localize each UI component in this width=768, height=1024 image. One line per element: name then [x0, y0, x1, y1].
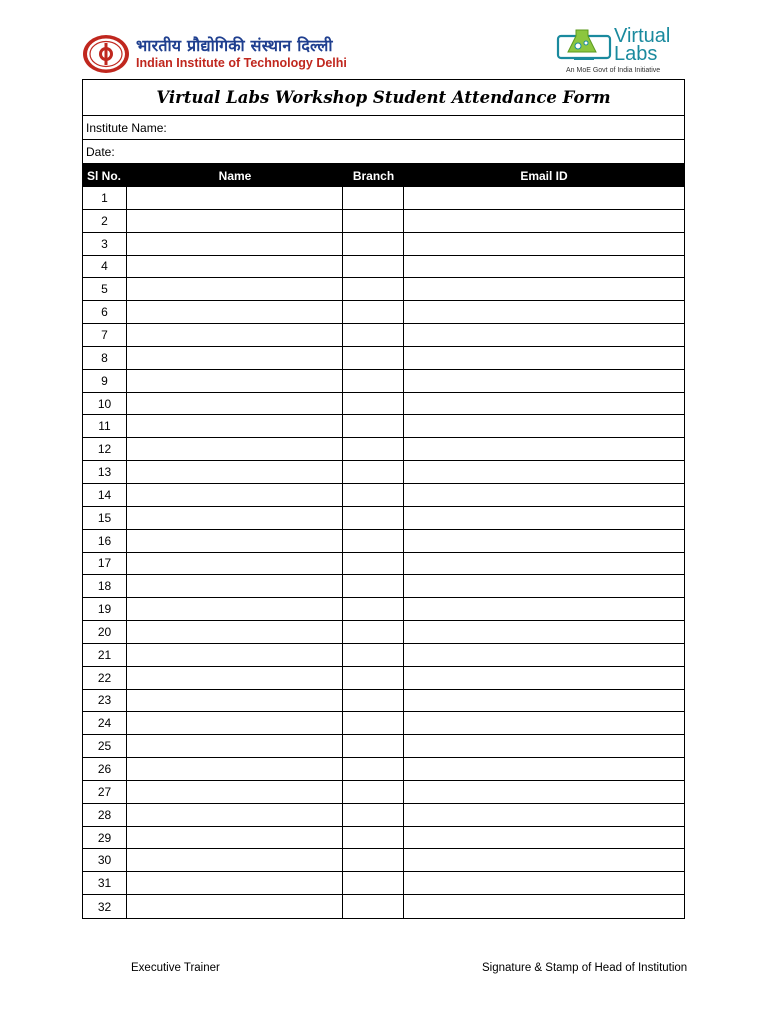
- branch-cell[interactable]: [343, 804, 404, 826]
- branch-cell[interactable]: [343, 370, 404, 392]
- row-number: 28: [83, 804, 127, 826]
- institute-name-label: Institute Name:: [86, 120, 167, 135]
- email-cell[interactable]: [404, 872, 684, 894]
- row-number: 23: [83, 690, 127, 712]
- name-cell[interactable]: [127, 187, 343, 209]
- row-number: 9: [83, 370, 127, 392]
- branch-cell[interactable]: [343, 895, 404, 918]
- branch-cell[interactable]: [343, 393, 404, 415]
- table-row: [83, 530, 684, 553]
- name-cell[interactable]: [127, 598, 343, 620]
- column-header-name: Name: [218, 168, 252, 183]
- name-cell[interactable]: [127, 712, 343, 734]
- email-cell[interactable]: [404, 210, 684, 232]
- name-cell[interactable]: [127, 667, 343, 689]
- date-label: Date:: [86, 144, 115, 159]
- table-row: [83, 575, 684, 598]
- column-header-slno: Sl No.: [87, 168, 122, 183]
- name-cell[interactable]: [127, 256, 343, 278]
- name-cell[interactable]: [127, 804, 343, 826]
- row-number: 21: [83, 644, 127, 666]
- row-number: 14: [83, 484, 127, 506]
- name-cell[interactable]: [127, 690, 343, 712]
- email-cell[interactable]: [404, 370, 684, 392]
- table-row: [83, 233, 684, 256]
- table-row: [83, 553, 684, 576]
- name-cell[interactable]: [127, 233, 343, 255]
- table-row: [83, 461, 684, 484]
- table-row: [83, 347, 684, 370]
- institute-name-field[interactable]: [83, 116, 684, 140]
- row-number: 2: [83, 210, 127, 232]
- row-number: 15: [83, 507, 127, 529]
- column-header-branch: Branch: [352, 168, 395, 183]
- email-cell[interactable]: [404, 758, 684, 780]
- row-number: 3: [83, 233, 127, 255]
- email-cell[interactable]: [404, 324, 684, 346]
- email-cell[interactable]: [404, 804, 684, 826]
- branch-cell[interactable]: [343, 256, 404, 278]
- table-row: [83, 644, 684, 667]
- name-cell[interactable]: [127, 415, 343, 437]
- row-number: 32: [83, 895, 127, 918]
- branch-cell[interactable]: [343, 553, 404, 575]
- name-cell[interactable]: [127, 621, 343, 643]
- name-cell[interactable]: [127, 735, 343, 757]
- name-cell[interactable]: [127, 872, 343, 894]
- row-number: 13: [83, 461, 127, 483]
- table-row: [83, 324, 684, 347]
- email-cell[interactable]: [404, 690, 684, 712]
- row-number: 26: [83, 758, 127, 780]
- name-cell[interactable]: [127, 575, 343, 597]
- email-cell[interactable]: [404, 438, 684, 460]
- name-cell[interactable]: [127, 530, 343, 552]
- branch-cell[interactable]: [343, 301, 404, 323]
- email-cell[interactable]: [404, 393, 684, 415]
- table-row: [83, 849, 684, 872]
- email-cell[interactable]: [404, 621, 684, 643]
- email-cell[interactable]: [404, 415, 684, 437]
- row-number: 16: [83, 530, 127, 552]
- table-row: [83, 210, 684, 233]
- name-cell[interactable]: [127, 210, 343, 232]
- name-cell[interactable]: [127, 484, 343, 506]
- name-cell[interactable]: [127, 895, 343, 918]
- table-row: [83, 370, 684, 393]
- table-row: [83, 804, 684, 827]
- email-cell[interactable]: [404, 781, 684, 803]
- table-row: [83, 690, 684, 713]
- attendance-rows: [83, 187, 684, 918]
- table-row: [83, 598, 684, 621]
- row-number: 10: [83, 393, 127, 415]
- row-number: 17: [83, 553, 127, 575]
- branch-cell[interactable]: [343, 210, 404, 232]
- table-row: [83, 438, 684, 461]
- email-cell[interactable]: [404, 667, 684, 689]
- branch-cell[interactable]: [343, 507, 404, 529]
- email-cell[interactable]: [404, 461, 684, 483]
- email-cell[interactable]: [404, 530, 684, 552]
- column-header-email: Email ID: [520, 168, 568, 183]
- iit-delhi-logo: [82, 34, 347, 74]
- name-cell[interactable]: [127, 758, 343, 780]
- branch-cell[interactable]: [343, 461, 404, 483]
- table-header: [83, 164, 684, 187]
- row-number: 5: [83, 278, 127, 300]
- table-row: [83, 256, 684, 279]
- name-cell[interactable]: [127, 644, 343, 666]
- email-cell[interactable]: [404, 644, 684, 666]
- table-row: [83, 621, 684, 644]
- table-row: [83, 278, 684, 301]
- branch-cell[interactable]: [343, 735, 404, 757]
- table-row: [83, 415, 684, 438]
- email-cell[interactable]: [404, 187, 684, 209]
- branch-cell[interactable]: [343, 278, 404, 300]
- name-cell[interactable]: [127, 553, 343, 575]
- branch-cell[interactable]: [343, 324, 404, 346]
- row-number: 29: [83, 827, 127, 849]
- row-number: 19: [83, 598, 127, 620]
- attendance-form: [82, 79, 685, 919]
- branch-cell[interactable]: [343, 233, 404, 255]
- branch-cell[interactable]: [343, 484, 404, 506]
- name-cell[interactable]: [127, 461, 343, 483]
- table-row: [83, 507, 684, 530]
- table-row: [83, 187, 684, 210]
- executive-trainer-label: Executive Trainer: [131, 962, 220, 974]
- branch-cell[interactable]: [343, 415, 404, 437]
- branch-cell[interactable]: [343, 575, 404, 597]
- branch-cell[interactable]: [343, 598, 404, 620]
- iit-name-hindi: भारतीय प्रौद्योगिकी संस्थान दिल्ली: [136, 36, 333, 56]
- table-row: [83, 758, 684, 781]
- name-cell[interactable]: [127, 278, 343, 300]
- email-cell[interactable]: [404, 827, 684, 849]
- table-row: [83, 872, 684, 895]
- row-number: 11: [83, 415, 127, 437]
- row-number: 6: [83, 301, 127, 323]
- flask-icon: [556, 26, 612, 60]
- row-number: 8: [83, 347, 127, 369]
- email-cell[interactable]: [404, 233, 684, 255]
- email-cell[interactable]: [404, 301, 684, 323]
- email-cell[interactable]: [404, 849, 684, 871]
- name-cell[interactable]: [127, 324, 343, 346]
- table-row: [83, 393, 684, 416]
- row-number: 31: [83, 872, 127, 894]
- table-row: [83, 484, 684, 507]
- email-cell[interactable]: [404, 347, 684, 369]
- row-number: 24: [83, 712, 127, 734]
- virtual-labs-logo: [556, 24, 688, 78]
- table-row: [83, 735, 684, 758]
- name-cell[interactable]: [127, 393, 343, 415]
- iit-name-english: Indian Institute of Technology Delhi: [136, 56, 347, 71]
- date-field[interactable]: [83, 140, 684, 164]
- iit-emblem-icon: [82, 34, 130, 74]
- name-cell[interactable]: [127, 507, 343, 529]
- branch-cell[interactable]: [343, 438, 404, 460]
- branch-cell[interactable]: [343, 758, 404, 780]
- row-number: 7: [83, 324, 127, 346]
- branch-cell[interactable]: [343, 781, 404, 803]
- email-cell[interactable]: [404, 507, 684, 529]
- name-cell[interactable]: [127, 347, 343, 369]
- branch-cell[interactable]: [343, 667, 404, 689]
- vl-word-virtual: Virtual: [614, 25, 671, 47]
- table-row: [83, 301, 684, 324]
- email-cell[interactable]: [404, 256, 684, 278]
- branch-cell[interactable]: [343, 187, 404, 209]
- email-cell[interactable]: [404, 712, 684, 734]
- email-cell[interactable]: [404, 575, 684, 597]
- table-row: [83, 781, 684, 804]
- email-cell[interactable]: [404, 553, 684, 575]
- branch-cell[interactable]: [343, 827, 404, 849]
- row-number: 25: [83, 735, 127, 757]
- table-row: [83, 667, 684, 690]
- branch-cell[interactable]: [343, 712, 404, 734]
- row-number: 20: [83, 621, 127, 643]
- name-cell[interactable]: [127, 370, 343, 392]
- email-cell[interactable]: [404, 735, 684, 757]
- email-cell[interactable]: [404, 278, 684, 300]
- table-row: [83, 895, 684, 918]
- row-number: 12: [83, 438, 127, 460]
- row-number: 27: [83, 781, 127, 803]
- branch-cell[interactable]: [343, 621, 404, 643]
- signature-stamp-label: Signature & Stamp of Head of Institution: [482, 962, 688, 974]
- row-number: 30: [83, 849, 127, 871]
- row-number: 18: [83, 575, 127, 597]
- form-title: Virtual Labs Workshop Student Attendance Form: [83, 80, 684, 116]
- email-cell[interactable]: [404, 895, 684, 918]
- branch-cell[interactable]: [343, 347, 404, 369]
- email-cell[interactable]: [404, 598, 684, 620]
- vl-tagline: An MoE Govt of India Initiative: [566, 67, 661, 74]
- branch-cell[interactable]: [343, 530, 404, 552]
- table-row: [83, 827, 684, 850]
- branch-cell[interactable]: [343, 872, 404, 894]
- name-cell[interactable]: [127, 438, 343, 460]
- branch-cell[interactable]: [343, 644, 404, 666]
- table-row: [83, 712, 684, 735]
- branch-cell[interactable]: [343, 690, 404, 712]
- vl-word-labs: Labs: [614, 43, 658, 65]
- name-cell[interactable]: [127, 781, 343, 803]
- row-number: 1: [83, 187, 127, 209]
- name-cell[interactable]: [127, 301, 343, 323]
- email-cell[interactable]: [404, 484, 684, 506]
- row-number: 22: [83, 667, 127, 689]
- branch-cell[interactable]: [343, 849, 404, 871]
- name-cell[interactable]: [127, 827, 343, 849]
- name-cell[interactable]: [127, 849, 343, 871]
- row-number: 4: [83, 256, 127, 278]
